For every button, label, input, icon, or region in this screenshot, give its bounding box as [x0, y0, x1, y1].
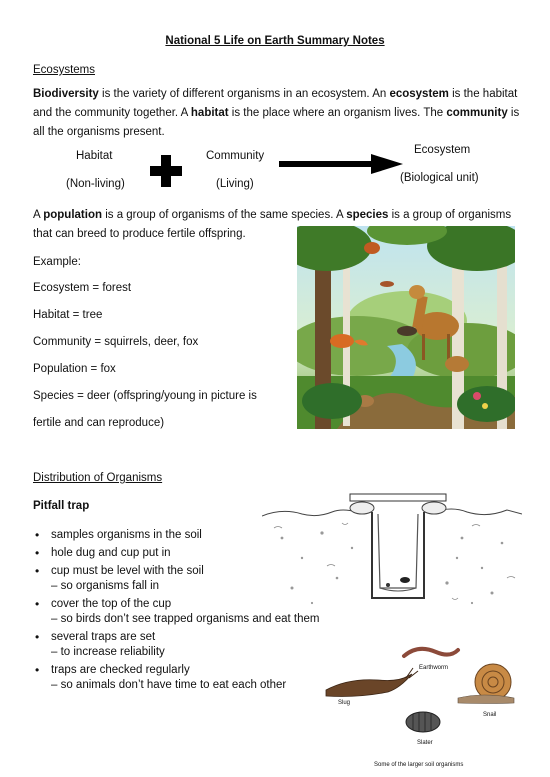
key-term: habitat — [190, 107, 229, 119]
key-term: Biodiversity — [33, 88, 99, 100]
key-term: ecosystem — [389, 88, 449, 100]
text-run: is the variety of different organisms in an ecosystem. An — [98, 88, 390, 100]
example-line-ecosystem: Ecosystem = forest — [33, 282, 132, 294]
soil-organisms-caption: Some of the larger soil organisms — [374, 762, 464, 768]
ecosystem-label: Ecosystem — [414, 144, 471, 156]
text-run: A — [33, 209, 44, 221]
bullet-sub-item: – so animals don’t have time to eat each other — [51, 679, 287, 691]
ecosystems-intro-paragraph — [33, 85, 523, 142]
section-heading-ecosystems: Ecosystems — [33, 64, 95, 76]
example-line-habitat: Habitat = tree — [33, 309, 103, 321]
example-line-community: Community = squirrels, deer, fox — [33, 336, 199, 348]
bullet-sub-item: – so organisms fall in — [51, 580, 160, 592]
text-run: is the place where an organism lives. The — [228, 107, 447, 119]
habitat-label: Habitat — [76, 150, 113, 162]
text-run: is a group of organisms of the same species. A — [102, 209, 347, 221]
ecosystem-note: (Biological unit) — [400, 172, 479, 184]
key-term: population — [43, 209, 102, 221]
key-term: community — [446, 107, 508, 119]
plus-icon — [150, 155, 182, 187]
bullet-item: • samples organisms in the soil — [33, 528, 353, 543]
pitfall-trap-diagram — [262, 488, 522, 613]
bullet-sub-item: – so birds don’t see trapped organisms and eat them — [51, 613, 320, 625]
page-title: National 5 Life on Earth Summary Notes — [165, 35, 385, 47]
bullet-sub-item: – to increase reliability — [51, 646, 165, 658]
text-run: is all the organisms present. — [33, 107, 520, 138]
bullet-item: • traps are checked regularly — [33, 663, 353, 678]
bullet-item: • hole dug and cup put in — [33, 546, 353, 561]
bullet-item: • several traps are set — [33, 630, 353, 645]
section-heading-distribution: Distribution of Organisms — [33, 472, 163, 484]
snail-label: Snail — [483, 712, 497, 718]
pitfall-trap-heading: Pitfall trap — [33, 500, 90, 512]
text-run: is a group of organisms that can breed to produce fertile offspring. — [33, 209, 512, 240]
earthworm-label: Earthworm — [419, 665, 449, 671]
community-note: (Living) — [216, 178, 254, 190]
bullet-item: • cup must be level with the soil — [33, 564, 353, 579]
text-run: is the habitat and the community together. A — [33, 88, 518, 119]
slater-label: Slater — [417, 740, 433, 746]
key-term: species — [346, 209, 389, 221]
right-arrow-icon — [279, 154, 403, 174]
slug-label: Slug — [338, 700, 351, 706]
forest-illustration — [297, 226, 515, 429]
habitat-note: (Non-living) — [66, 178, 125, 190]
community-label: Community — [206, 150, 265, 162]
example-line-species-cont: fertile and can reproduce) — [33, 417, 165, 429]
example-label: Example: — [33, 256, 81, 268]
example-line-population: Population = fox — [33, 363, 116, 375]
bullet-item: • cover the top of the cup — [33, 597, 353, 612]
example-line-species: Species = deer (offspring/young in picture is — [33, 390, 257, 402]
